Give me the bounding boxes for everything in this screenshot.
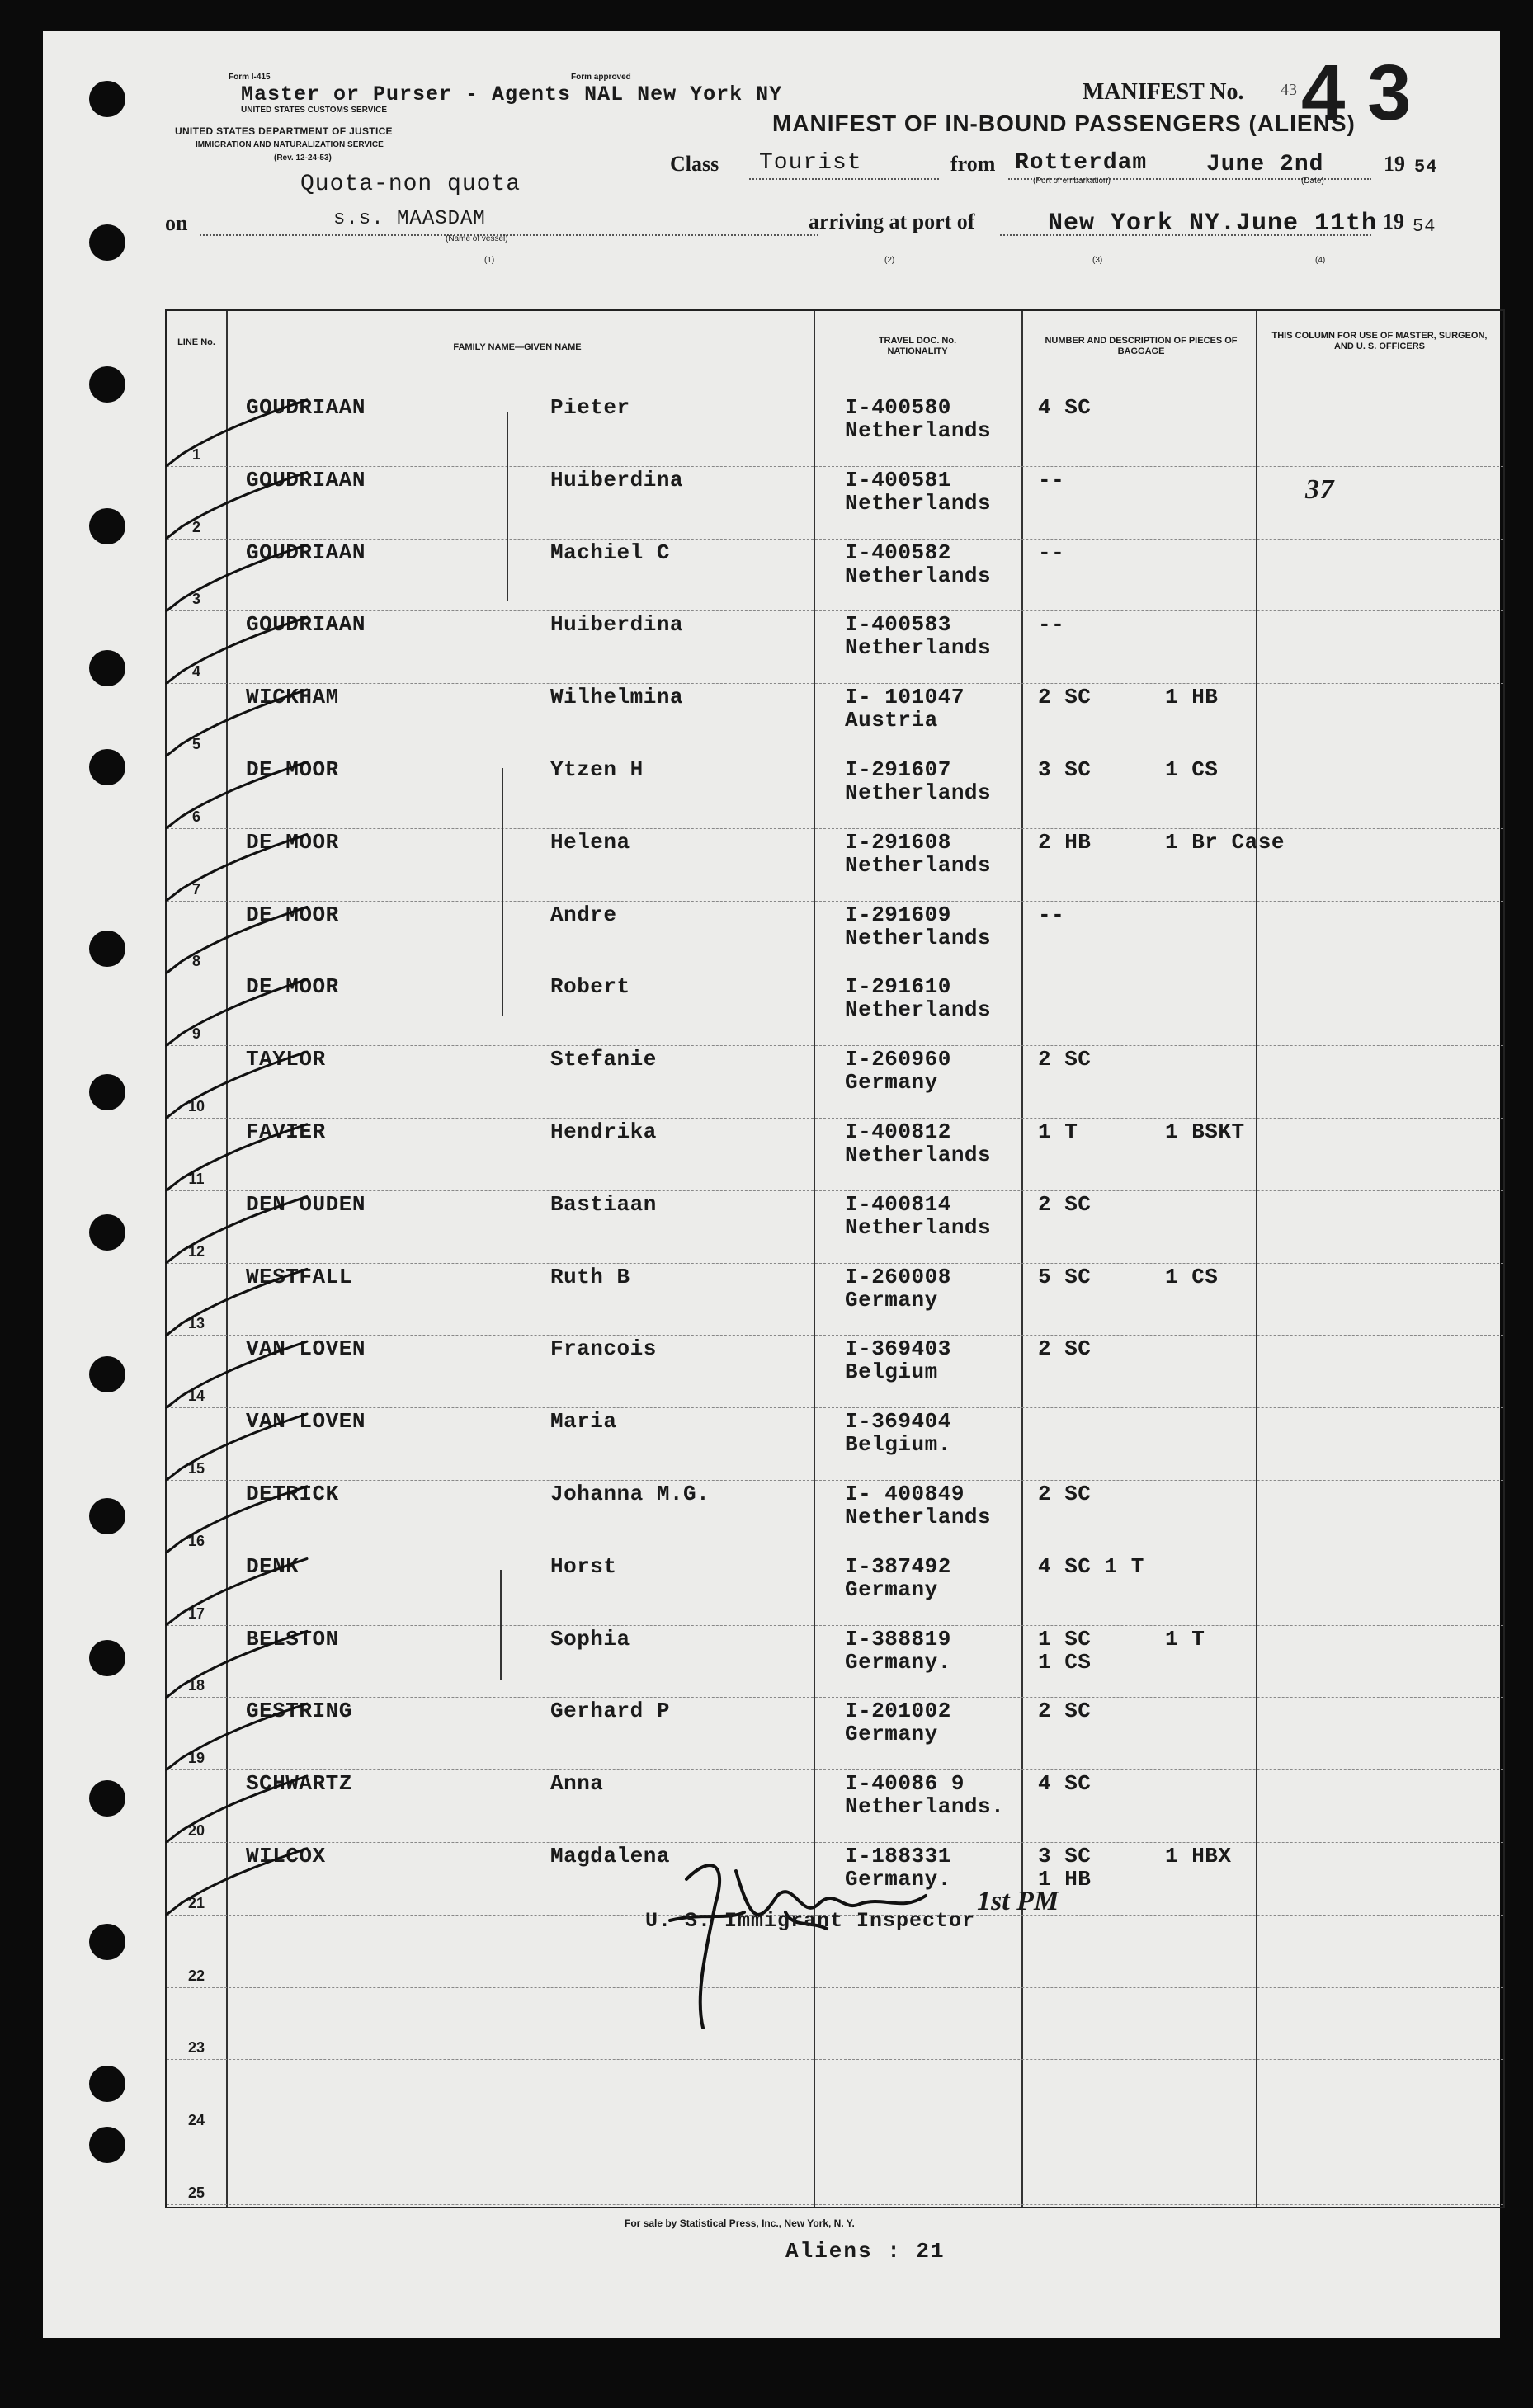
family-name: DENK <box>246 1553 300 1579</box>
family-name: WILCOX <box>246 1844 326 1868</box>
manifest-number: 4 3 <box>1301 49 1412 137</box>
row-divider <box>167 2204 1503 2205</box>
department-line: UNITED STATES DEPARTMENT OF JUSTICE <box>175 125 393 137</box>
given-name: Sophia <box>550 1626 630 1652</box>
given-name: Stefanie <box>550 1047 657 1072</box>
travel-doc-number: I-400582 <box>845 540 951 565</box>
row-divider <box>167 1625 1503 1626</box>
row-divider <box>167 539 1503 540</box>
nationality: Netherlands <box>845 997 992 1023</box>
row-divider <box>167 1407 1503 1408</box>
line-number: 25 <box>187 2184 205 2201</box>
given-name: Magdalena <box>550 1844 670 1868</box>
family-name: GOUDRIAAN <box>246 395 366 420</box>
column-divider <box>1256 311 1257 2207</box>
family-name: DEN OUDEN <box>246 1191 366 1217</box>
line-number: 20 <box>187 1822 205 1839</box>
form-approved: Form approved <box>571 73 631 82</box>
row-divider <box>167 1263 1503 1264</box>
travel-doc-number: I-40086 9 <box>845 1771 965 1797</box>
quota-line: Quota-non quota <box>300 172 521 197</box>
row-divider <box>167 1697 1503 1698</box>
arrival-year: 54 <box>1413 216 1436 237</box>
travel-doc-number: I-387492 <box>845 1553 951 1579</box>
from-label: from <box>950 152 996 176</box>
line-number: 23 <box>187 2039 205 2057</box>
from-port: Rotterdam <box>1015 150 1148 176</box>
master-agent-line: Master or Purser - Agents NAL New York NY <box>241 82 783 106</box>
nationality: Netherlands <box>845 418 992 443</box>
baggage: 4 SC <box>1038 395 1092 420</box>
family-bracket <box>500 1570 502 1680</box>
baggage: 4 SC 1 T <box>1038 1553 1144 1579</box>
binder-hole <box>89 1356 125 1392</box>
travel-doc-number: I-400814 <box>845 1191 951 1217</box>
baggage-extra: 1 T <box>1165 1626 1205 1652</box>
given-name: Johanna M.G. <box>550 1482 710 1506</box>
family-name: WESTFALL <box>246 1264 352 1289</box>
binder-hole <box>89 366 125 403</box>
family-name: DE MOOR <box>246 757 339 782</box>
port-embarkation-caption: (Port of embarkation) <box>1033 177 1111 186</box>
line-number: 19 <box>187 1750 205 1767</box>
family-name: GOUDRIAAN <box>246 612 366 638</box>
arrival-port-date: New York NY.June 11th <box>1048 210 1378 238</box>
family-bracket <box>507 412 508 601</box>
family-name: GOUDRIAAN <box>246 540 366 565</box>
travel-doc-number: I-291608 <box>845 829 951 855</box>
year-prefix-2: 19 <box>1383 210 1404 233</box>
baggage: 4 SC <box>1038 1771 1092 1797</box>
binder-hole <box>89 1924 125 1960</box>
baggage-extra: 1 CS <box>1165 757 1219 782</box>
baggage: -- <box>1038 612 1065 638</box>
nationality: Netherlands <box>845 563 992 588</box>
header-line-no: LINE No. <box>177 337 215 347</box>
family-name: DETRICK <box>246 1482 339 1506</box>
baggage: -- <box>1038 467 1065 492</box>
binder-hole <box>89 224 125 261</box>
line-number: 5 <box>191 736 200 752</box>
manifest-label: MANIFEST No. <box>1083 79 1244 105</box>
class-value: Tourist <box>759 150 862 176</box>
baggage-extra: 1 HBX <box>1165 1844 1232 1868</box>
travel-doc-number: I-400812 <box>845 1119 951 1144</box>
nationality: Belgium. <box>845 1432 951 1458</box>
baggage-extra: 1 BSKT <box>1165 1119 1245 1144</box>
travel-doc-number: I-188331 <box>845 1844 951 1868</box>
given-name: Maria <box>550 1409 617 1435</box>
manifest-sheet <box>43 31 1500 2338</box>
vessel-name: s.s. MAASDAM <box>333 208 486 230</box>
baggage: 1 T <box>1038 1119 1078 1144</box>
arriving-label: arriving at port of <box>809 210 975 233</box>
row-divider <box>167 828 1503 829</box>
row-divider <box>167 1045 1503 1046</box>
binder-hole <box>89 931 125 967</box>
row-divider <box>167 466 1503 467</box>
travel-doc-number: I-291609 <box>845 902 951 927</box>
baggage: 2 HB <box>1038 829 1092 855</box>
revision-line: (Rev. 12-24-53) <box>274 153 332 163</box>
given-name: Ytzen H <box>550 757 644 782</box>
binder-hole <box>89 1780 125 1817</box>
row-divider <box>167 1190 1503 1191</box>
date-caption: (Date) <box>1301 177 1324 186</box>
column-divider <box>226 311 228 2207</box>
line-number: 6 <box>191 808 200 825</box>
given-name: Pieter <box>550 395 630 420</box>
vessel-rule <box>200 234 818 236</box>
given-name: Helena <box>550 829 630 855</box>
travel-doc-number: I- 400849 <box>845 1482 965 1506</box>
binder-hole <box>89 2066 125 2102</box>
nationality: Netherlands <box>845 490 992 516</box>
nationality: Netherlands <box>845 925 992 950</box>
line-number: 24 <box>187 2112 205 2129</box>
caption-4: (4) <box>1315 256 1326 265</box>
customs-service: UNITED STATES CUSTOMS SERVICE <box>241 106 388 115</box>
given-name: Wilhelmina <box>550 685 684 710</box>
row-divider <box>167 901 1503 902</box>
given-name: Francois <box>550 1336 657 1362</box>
manifest-title: MANIFEST OF IN-BOUND PASSENGERS (ALIENS) <box>772 111 1356 136</box>
row-divider <box>167 683 1503 684</box>
header-name: FAMILY NAME—GIVEN NAME <box>453 342 582 352</box>
line-number: 21 <box>187 1894 205 1911</box>
given-name: Ruth B <box>550 1264 630 1289</box>
binder-hole <box>89 1214 125 1251</box>
line-number: 10 <box>187 1098 205 1114</box>
given-name: Andre <box>550 902 617 927</box>
family-name: FAVIER <box>246 1119 326 1144</box>
travel-doc-number: I-201002 <box>845 1699 951 1724</box>
nationality: Germany <box>845 1070 938 1096</box>
given-name: Hendrika <box>550 1119 657 1144</box>
line-number: 4 <box>191 663 200 681</box>
line-number: 9 <box>191 1025 200 1043</box>
travel-doc-number: I-260008 <box>845 1264 951 1289</box>
baggage-extra-2: 1 CS <box>1038 1649 1092 1675</box>
family-bracket <box>502 768 503 1016</box>
class-label: Class <box>670 152 719 176</box>
travel-doc-number: I-291607 <box>845 757 951 782</box>
header-baggage: NUMBER AND DESCRIPTION OF PIECES OF BAGGAGE <box>1045 336 1238 356</box>
given-name: Anna <box>550 1771 604 1797</box>
given-name: Machiel C <box>550 540 670 565</box>
given-name: Horst <box>550 1553 617 1579</box>
nationality: Germany <box>845 1287 938 1312</box>
aliens-count: Aliens : 21 <box>785 2239 946 2264</box>
row-divider <box>167 1335 1503 1336</box>
baggage: 2 SC <box>1038 685 1092 710</box>
caption-3: (3) <box>1092 256 1103 265</box>
family-name: VAN LOVEN <box>246 1409 366 1435</box>
nationality: Germany <box>845 1722 938 1747</box>
line-number: 12 <box>187 1242 205 1260</box>
manifest-number-small: 43 <box>1281 81 1297 99</box>
caption-1: (1) <box>484 256 495 265</box>
given-name: Huiberdina <box>550 467 684 492</box>
binder-hole <box>89 1640 125 1676</box>
year-prefix: 19 <box>1384 152 1405 176</box>
baggage-extra: 1 Br Case <box>1165 829 1285 855</box>
nationality: Netherlands <box>845 852 992 878</box>
nationality: Austria <box>845 708 938 733</box>
baggage: 2 SC <box>1038 1699 1092 1724</box>
binder-hole <box>89 749 125 785</box>
inspector-initials: 1st PM <box>977 1886 1059 1916</box>
baggage-extra: 1 HB <box>1165 685 1219 710</box>
baggage-extra-2: 1 HB <box>1038 1867 1092 1892</box>
header-officers: THIS COLUMN FOR USE OF MASTER, SURGEON, AND U. S. OFFICERS <box>1271 331 1488 351</box>
nationality: Germany. <box>845 1867 951 1892</box>
travel-doc-number: I-291610 <box>845 974 951 1000</box>
line-number: 15 <box>187 1460 205 1477</box>
family-name: DE MOOR <box>246 974 339 1000</box>
baggage: 2 SC <box>1038 1482 1092 1506</box>
given-name: Robert <box>550 974 630 1000</box>
line-number: 13 <box>187 1315 205 1332</box>
given-name: Huiberdina <box>550 612 684 638</box>
travel-doc-number: I-369403 <box>845 1336 951 1362</box>
baggage: 3 SC <box>1038 1844 1092 1868</box>
travel-doc-number: I-369404 <box>845 1409 951 1435</box>
nationality: Netherlands <box>845 1505 992 1529</box>
printer-note: For sale by Statistical Press, Inc., New York, N. Y. <box>625 2217 855 2229</box>
binder-hole <box>89 650 125 686</box>
baggage: 2 SC <box>1038 1336 1092 1362</box>
family-name: DE MOOR <box>246 829 339 855</box>
row-divider <box>167 610 1503 611</box>
travel-doc-number: I-400583 <box>845 612 951 638</box>
binder-hole <box>89 1498 125 1534</box>
family-name: WICKHAM <box>246 685 339 710</box>
line-number: 22 <box>187 1967 205 1984</box>
binder-hole <box>89 2127 125 2163</box>
given-name: Bastiaan <box>550 1191 657 1217</box>
nationality: Germany. <box>845 1649 951 1675</box>
on-label: on <box>165 211 188 235</box>
baggage: 3 SC <box>1038 757 1092 782</box>
travel-doc-number: I-400581 <box>845 467 951 492</box>
line-number: 14 <box>187 1388 205 1405</box>
family-name: GOUDRIAAN <box>246 467 366 492</box>
line-number: 7 <box>191 880 200 898</box>
header-travel-doc: TRAVEL DOC. No. NATIONALITY <box>878 336 957 356</box>
family-name: GESTRING <box>246 1699 352 1724</box>
family-name: TAYLOR <box>246 1047 326 1072</box>
binder-hole <box>89 508 125 544</box>
baggage: 2 SC <box>1038 1191 1092 1217</box>
travel-doc-number: I-260960 <box>845 1047 951 1072</box>
baggage-extra: 1 CS <box>1165 1264 1219 1289</box>
line-number: 17 <box>187 1605 205 1622</box>
caption-2: (2) <box>884 256 895 265</box>
officer-note: 37 <box>1305 474 1334 505</box>
family-name: SCHWARTZ <box>246 1771 352 1797</box>
inspector-signature <box>637 1830 1066 2044</box>
form-number: Form I-415 <box>229 73 271 82</box>
nationality: Germany <box>845 1576 938 1602</box>
line-number: 2 <box>191 518 200 535</box>
travel-doc-number: I-388819 <box>845 1626 951 1652</box>
departure-year: 54 <box>1414 157 1438 177</box>
baggage: 2 SC <box>1038 1047 1092 1072</box>
class-rule <box>749 178 939 180</box>
row-divider <box>167 2059 1503 2060</box>
nationality: Netherlands <box>845 1214 992 1240</box>
baggage: -- <box>1038 540 1065 565</box>
nationality: Netherlands <box>845 635 992 661</box>
service-line: IMMIGRATION AND NATURALIZATION SERVICE <box>196 140 384 149</box>
travel-doc-number: I-400580 <box>845 395 951 420</box>
binder-hole <box>89 81 125 117</box>
departure-date: June 2nd <box>1206 152 1324 177</box>
row-divider <box>167 1769 1503 1770</box>
vessel-caption: (Name of vessel) <box>446 234 508 243</box>
nationality: Belgium <box>845 1360 938 1385</box>
line-number: 16 <box>187 1532 205 1549</box>
family-name: VAN LOVEN <box>246 1336 366 1362</box>
family-name: BELSTON <box>246 1626 339 1652</box>
row-divider <box>167 1480 1503 1481</box>
family-name: DE MOOR <box>246 902 339 927</box>
line-number: 3 <box>191 591 200 608</box>
line-number: 8 <box>191 953 200 970</box>
line-number: 1 <box>191 445 200 463</box>
nationality: Netherlands. <box>845 1794 1005 1820</box>
baggage: -- <box>1038 902 1065 927</box>
binder-hole <box>89 1074 125 1110</box>
travel-doc-number: I- 101047 <box>845 685 965 710</box>
given-name: Gerhard P <box>550 1699 670 1724</box>
nationality: Netherlands <box>845 1143 992 1167</box>
line-number: 11 <box>188 1170 205 1187</box>
baggage: 1 SC <box>1038 1626 1092 1652</box>
row-divider <box>167 1118 1503 1119</box>
baggage: 5 SC <box>1038 1264 1092 1289</box>
line-number: 18 <box>187 1677 205 1694</box>
inspector-title: U. S. Immigrant Inspector <box>645 1909 976 1933</box>
nationality: Netherlands <box>845 780 992 805</box>
